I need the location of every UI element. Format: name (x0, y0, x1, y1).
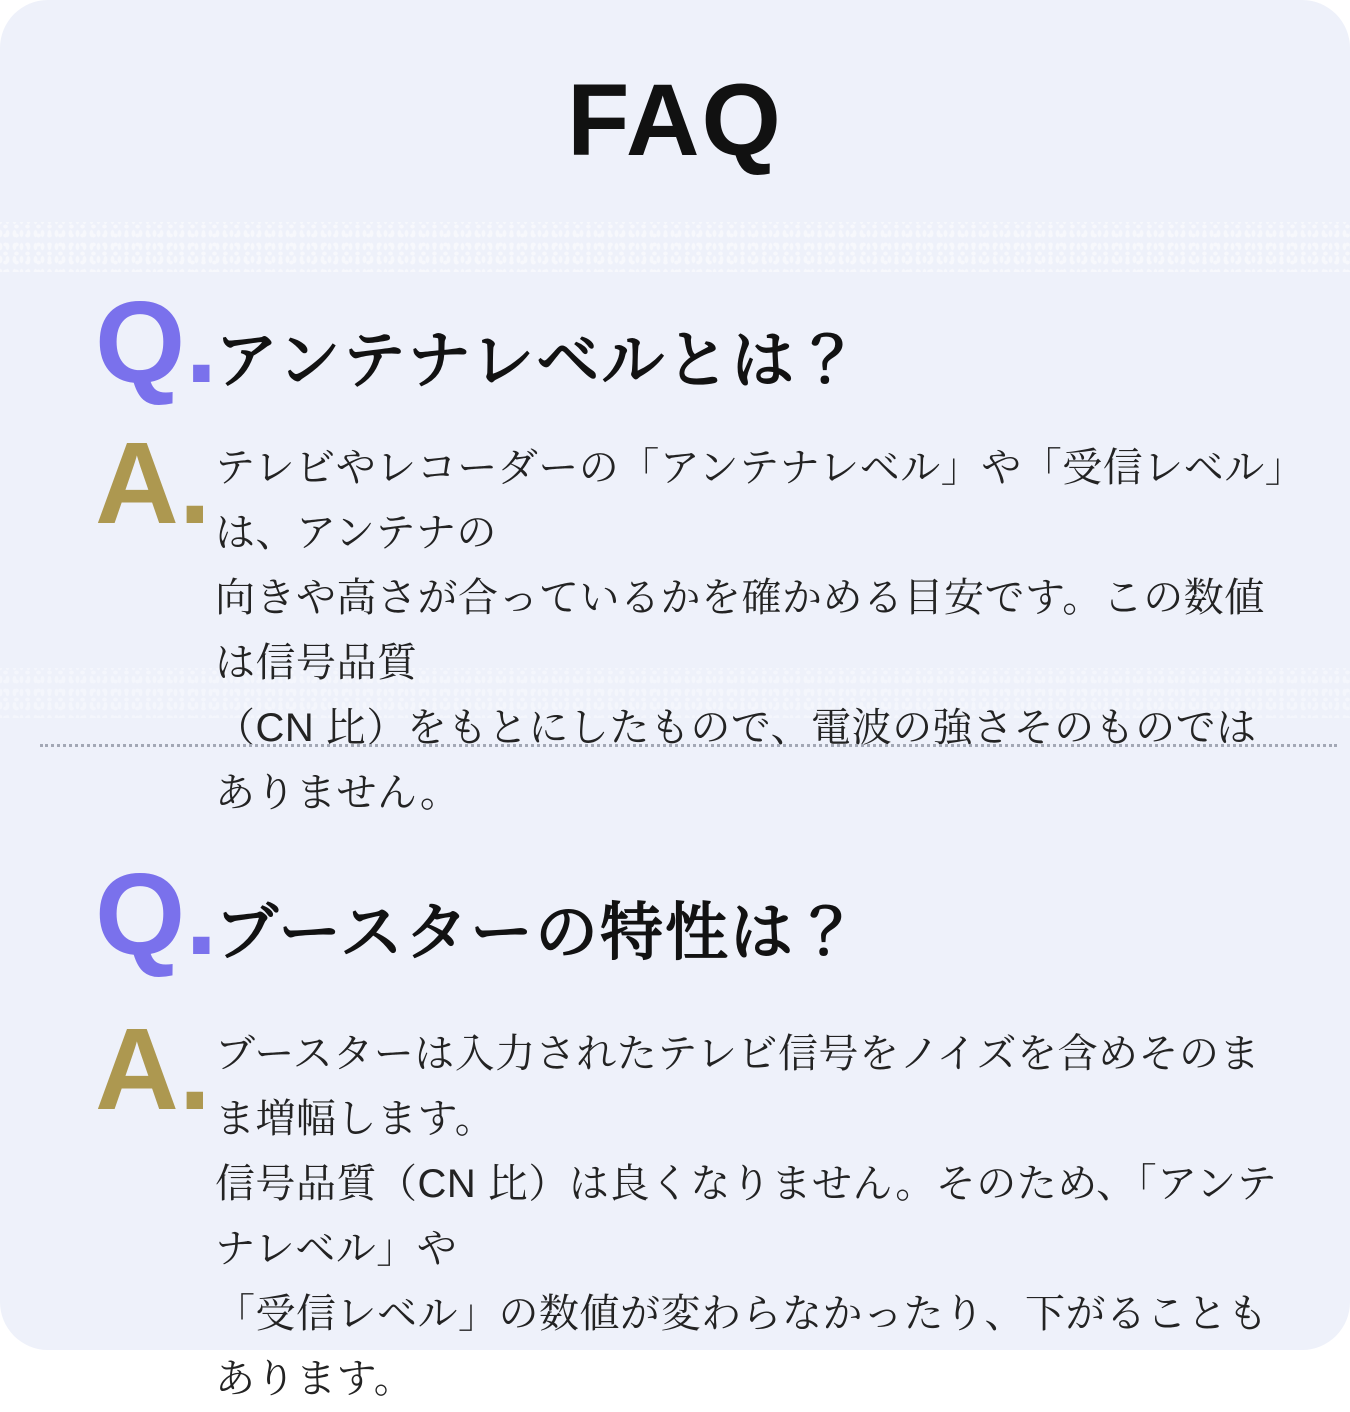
background-texture-band (0, 222, 1350, 272)
question-text: ブースターの特性は？ (215, 898, 860, 968)
answer-text (215, 1022, 1295, 1412)
q-label: Q. (95, 277, 218, 407)
a-label: A. (95, 1004, 211, 1134)
page-title: FAQ (567, 63, 783, 177)
faq-item-2-answer-row (95, 1004, 1295, 1412)
faq-item-2-question-row (95, 849, 1295, 979)
faq-item-1-answer-row (95, 418, 1295, 826)
a-label: A. (95, 418, 211, 548)
answer-line: 信号品質（CN 比）は良くなりません。そのため、「アンテナレベル」や (215, 1162, 1278, 1271)
answer-line: 向きや高さが合っているかを確かめる目安です。この数値は信号品質 (215, 576, 1265, 685)
faq-item-1-question-row (95, 277, 1295, 407)
answer-line: 「受信レベル」の数値が変わらなかったり、下がることもあります。 (215, 1292, 1268, 1401)
answer-line: テレビやレコーダーの「アンテナレベル」や「受信レベル」は、アンテナの (215, 446, 1286, 555)
answer-line: ブースターは入力されたテレビ信号をノイズを含めそのまま増幅します。 (215, 1032, 1260, 1141)
question-text: アンテナレベルとは？ (215, 326, 862, 396)
dotted-divider (40, 744, 1337, 747)
answer-text (215, 436, 1295, 826)
q-label: Q. (95, 849, 218, 979)
answer-line: （CN 比）をもとにしたもので、電波の強さそのものではありません。 (215, 706, 1257, 815)
